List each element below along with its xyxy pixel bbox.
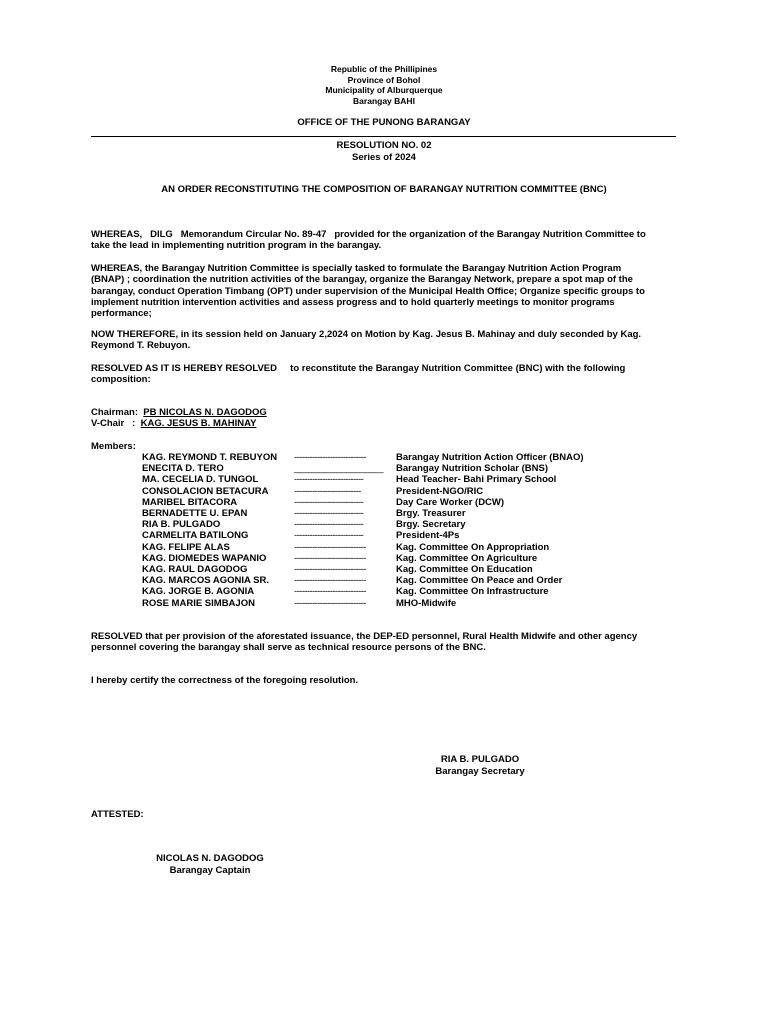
secretary-title: Barangay Secretary bbox=[435, 765, 525, 777]
now-therefore-paragraph bbox=[91, 329, 676, 352]
country-line: Republic of the Phillipines bbox=[330, 64, 438, 74]
member-leader-dashes: --------------------------- bbox=[294, 530, 364, 542]
whereas-paragraph-1 bbox=[91, 229, 676, 252]
chairman-label: Chairman: bbox=[91, 407, 138, 418]
captain-title: Barangay Captain bbox=[169, 864, 251, 876]
member-leader-dashes: ---------------------------- bbox=[294, 452, 366, 463]
member-name: MARIBEL BITACORA bbox=[142, 496, 238, 508]
member-row bbox=[142, 598, 702, 609]
paragraph-line: RESOLVED AS IT IS HEREBY RESOLVED to reconstitute the Barangay Nutrition Committee (BNC) with the following bbox=[91, 363, 626, 374]
secretary-name: RIA B. PULGADO bbox=[440, 754, 520, 765]
member-row bbox=[142, 463, 702, 474]
paragraph-line: NOW THEREFORE, in its session held on January 2,2024 on Motion by Kag. Jesus B. Mahinay and duly seconded by Kag. bbox=[91, 329, 642, 340]
resolution-series: Series of 2024 bbox=[352, 151, 416, 163]
member-name: ROSE MARIE SIMBAJON bbox=[142, 597, 255, 609]
member-row bbox=[142, 519, 702, 530]
member-name: ENECITA D. TERO bbox=[142, 463, 224, 475]
member-role: Brgy. Treasurer bbox=[396, 508, 466, 519]
member-name: KAG. REYMOND T. REBUYON bbox=[142, 452, 278, 463]
chairman-line bbox=[91, 407, 267, 418]
member-role: Barangay Nutrition Scholar (BNS) bbox=[396, 463, 549, 475]
document-header bbox=[0, 64, 768, 106]
member-name: MA. CECELIA D. TUNGOL bbox=[142, 474, 259, 486]
paragraph-line: implement nutrition intervention activities and assess progress and to hold quarterly meetings to monitor programs bbox=[91, 296, 615, 308]
members-label: Members: bbox=[91, 441, 136, 452]
member-leader-dashes: --------------------------- bbox=[294, 474, 364, 486]
member-name: KAG. DIOMEDES WAPANIO bbox=[142, 552, 267, 564]
member-leader-dashes: ---------------------------- bbox=[294, 575, 366, 587]
member-name: BERNADETTE U. EPAN bbox=[142, 508, 248, 519]
member-leader-dashes: --------------------------- bbox=[294, 496, 364, 508]
paragraph-line: WHEREAS, the Barangay Nutrition Committee is specially tasked to formulate the Barangay Nutrition Action Program bbox=[91, 263, 622, 274]
member-leader-dashes: --------------------------- bbox=[294, 508, 364, 519]
member-row bbox=[142, 474, 702, 485]
attested-label: ATTESTED: bbox=[91, 809, 144, 820]
member-role: Brgy. Secretary bbox=[396, 519, 466, 531]
paragraph-line: barangay, conduct Operation Timbang (OPT) under supervision of the Municipal Health Office; Organize specific groups to bbox=[91, 285, 645, 297]
member-row bbox=[142, 486, 702, 497]
member-role: President-NGO/RIC bbox=[396, 485, 484, 497]
paragraph-line: take the lead in implementing nutrition program in the barangay. bbox=[91, 240, 382, 252]
member-name: RIA B. PULGADO bbox=[142, 519, 221, 531]
member-leader-dashes: ---------------------------- bbox=[294, 564, 366, 575]
resolved-paragraph bbox=[91, 363, 676, 386]
resolution-number-block bbox=[0, 140, 768, 163]
secretary-signature-block bbox=[400, 754, 560, 777]
member-name: KAG. FELIPE ALAS bbox=[142, 541, 230, 553]
member-role: Kag. Committee On Infrastructure bbox=[396, 586, 549, 598]
header-divider bbox=[91, 136, 676, 137]
certification-text: I hereby certify the correctness of the foregoing resolution. bbox=[91, 675, 359, 686]
member-row bbox=[142, 497, 702, 508]
member-row bbox=[142, 564, 702, 575]
member-leader-dashes: ---------------------------- bbox=[294, 552, 366, 564]
member-row bbox=[142, 452, 702, 463]
member-name: CONSOLACION BETACURA bbox=[142, 485, 269, 497]
member-row bbox=[142, 542, 702, 553]
province-line: Province of Bohol bbox=[347, 74, 421, 85]
member-role: Head Teacher- Bahi Primary School bbox=[396, 474, 557, 486]
paragraph-line: (BNAP) ; coordination the nutrition activities of the barangay, organize the Barangay Network, prepare a spot map of the bbox=[91, 274, 633, 286]
member-role: Kag. Committee On Agriculture bbox=[396, 552, 538, 564]
resolution-number: RESOLUTION NO. 02 bbox=[336, 140, 432, 151]
barangay-line: Barangay BAHI bbox=[353, 95, 415, 106]
member-role: Barangay Nutrition Action Officer (BNAO) bbox=[396, 452, 584, 463]
paragraph-line: Reymond T. Rebuyon. bbox=[91, 340, 191, 352]
member-role: Day Care Worker (DCW) bbox=[396, 496, 505, 508]
whereas-paragraph-2 bbox=[91, 263, 676, 319]
member-role: MHO-Midwife bbox=[396, 597, 457, 609]
municipality-line: Municipality of Alburquerque bbox=[325, 85, 443, 95]
member-name: KAG. JORGE B. AGONIA bbox=[142, 586, 255, 598]
member-leader-dashes: -------------------------- bbox=[294, 485, 361, 497]
member-leader-dashes: ---------------------------- bbox=[294, 541, 366, 553]
vice-chair-label: V-Chair : bbox=[91, 418, 136, 429]
office-title: OFFICE OF THE PUNONG BARANGAY bbox=[297, 117, 471, 128]
member-leader-dashes: --------------------------- bbox=[294, 519, 364, 531]
member-role: Kag. Committee On Peace and Order bbox=[396, 575, 563, 587]
member-row bbox=[142, 553, 702, 564]
vice-chair-name: KAG. JESUS B. MAHINAY bbox=[140, 418, 257, 429]
resolution-title: AN ORDER RECONSTITUTING THE COMPOSITION OF BARANGAY NUTRITION COMMITTEE (BNC) bbox=[161, 184, 607, 195]
member-role: President-4Ps bbox=[396, 530, 460, 542]
member-leader-dashes: ---------------------------- bbox=[294, 586, 366, 598]
paragraph-line: composition: bbox=[91, 374, 151, 386]
vice-chair-line bbox=[91, 418, 256, 429]
member-leader-dashes: ---------------------------- bbox=[294, 597, 366, 609]
chairman-name: PB NICOLAS N. DAGODOG bbox=[143, 407, 267, 418]
paragraph-line: RESOLVED that per provision of the aforestated issuance, the DEP-ED personnel, Rural Health Midwife and other agency bbox=[91, 631, 638, 642]
captain-name: NICOLAS N. DAGODOG bbox=[156, 853, 264, 864]
captain-signature-block bbox=[140, 853, 280, 876]
member-row bbox=[142, 530, 702, 541]
member-name: KAG. RAUL DAGODOG bbox=[142, 564, 248, 575]
member-row bbox=[142, 586, 702, 597]
resolved-technical-paragraph bbox=[91, 631, 676, 654]
member-role: Kag. Committee On Appropriation bbox=[396, 541, 550, 553]
member-leader-dashes: ___________________ bbox=[294, 463, 383, 475]
member-role: Kag. Committee On Education bbox=[396, 564, 533, 575]
paragraph-line: performance; bbox=[91, 308, 152, 320]
paragraph-line: WHEREAS, DILG Memorandum Circular No. 89-47 provided for the organization of the Barangay Nutrition Committee to bbox=[91, 229, 646, 240]
paragraph-line: personnel covering the barangay shall serve as technical resource persons of the BNC. bbox=[91, 642, 486, 654]
member-row bbox=[142, 575, 702, 586]
member-name: CARMELITA BATILONG bbox=[142, 530, 249, 542]
member-row bbox=[142, 508, 702, 519]
member-name: KAG. MARCOS AGONIA SR. bbox=[142, 575, 270, 587]
